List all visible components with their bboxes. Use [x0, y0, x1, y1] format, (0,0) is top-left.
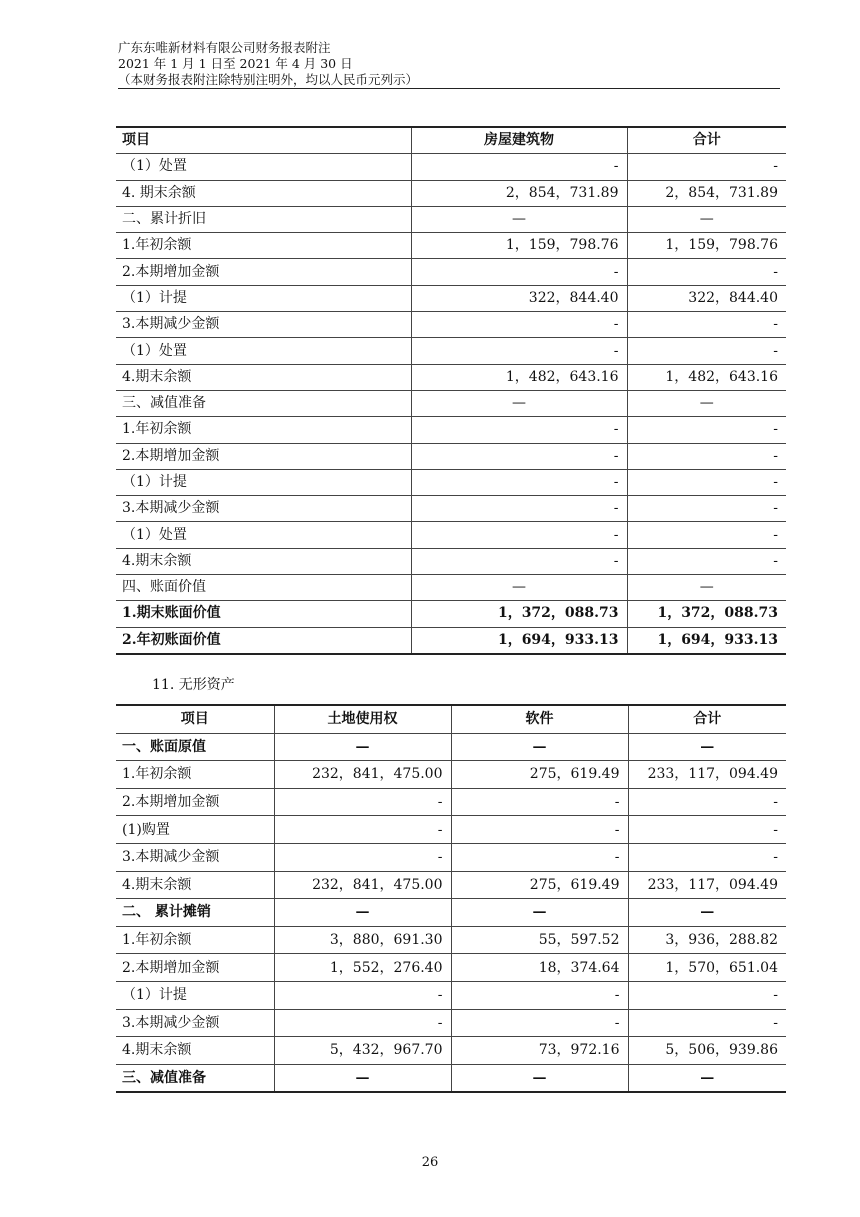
table-row: [116, 788, 786, 816]
table-row: [116, 816, 786, 844]
table-row: [116, 443, 786, 469]
buildings-value: -: [411, 548, 627, 574]
table-row: [116, 259, 786, 285]
buildings-value: -: [411, 522, 627, 548]
buildings-value: -: [411, 496, 627, 522]
software-value: 275，619.49: [451, 871, 628, 899]
buildings-value: 1，372，088.73: [411, 601, 627, 627]
total-value: 1，694，933.13: [627, 627, 786, 654]
land-use-rights-value: —: [274, 733, 451, 761]
table-row: [116, 312, 786, 338]
total-value: 233，117，094.49: [628, 871, 786, 899]
buildings-value: -: [411, 154, 627, 180]
row-label: 三、减值准备: [116, 390, 411, 416]
row-label: 2.本期增加金额: [116, 443, 411, 469]
table-row: [116, 522, 786, 548]
row-label: （1）计提: [116, 469, 411, 495]
table-row: [116, 761, 786, 789]
table-row: [116, 417, 786, 443]
total-value: -: [627, 522, 786, 548]
land-use-rights-value: -: [274, 843, 451, 871]
table-row: [116, 154, 786, 180]
company-title: 广东东唯新材料有限公司财务报表附注: [118, 40, 331, 55]
currency-note: （本财务报表附注除特别注明外，均以人民币元列示）: [118, 72, 780, 89]
table-row: [116, 1037, 786, 1065]
header-buildings: 房屋建筑物: [411, 127, 627, 154]
software-value: -: [451, 981, 628, 1009]
row-label: 2.本期增加金额: [116, 788, 274, 816]
software-value: -: [451, 1009, 628, 1037]
buildings-value: -: [411, 312, 627, 338]
row-label: （1）处置: [116, 338, 411, 364]
total-value: -: [628, 981, 786, 1009]
header-land-use-rights: 土地使用权: [274, 705, 451, 733]
total-value: -: [627, 259, 786, 285]
header-software: 软件: [451, 705, 628, 733]
software-value: —: [451, 899, 628, 927]
table-row: [116, 871, 786, 899]
total-value: —: [627, 390, 786, 416]
total-value: -: [628, 788, 786, 816]
land-use-rights-value: 5，432，967.70: [274, 1037, 451, 1065]
table-row: [116, 338, 786, 364]
buildings-value: -: [411, 259, 627, 285]
total-value: 5，506，939.86: [628, 1037, 786, 1065]
table-row: [116, 496, 786, 522]
total-value: -: [627, 443, 786, 469]
row-label: （1）计提: [116, 981, 274, 1009]
row-label: 4.期末余额: [116, 1037, 274, 1065]
buildings-value: —: [411, 390, 627, 416]
row-label: 3.本期减少金额: [116, 843, 274, 871]
total-value: -: [628, 1009, 786, 1037]
total-value: -: [627, 312, 786, 338]
row-label: 1.期末账面价值: [116, 601, 411, 627]
total-value: 1，159，798.76: [627, 233, 786, 259]
total-value: 322，844.40: [627, 285, 786, 311]
buildings-value: -: [411, 469, 627, 495]
row-label: 4. 期末余额: [116, 180, 411, 206]
buildings-value: 322，844.40: [411, 285, 627, 311]
total-value: —: [628, 1064, 786, 1092]
software-value: 73，972.16: [451, 1037, 628, 1065]
table-row: [116, 1064, 786, 1092]
buildings-value: 1，694，933.13: [411, 627, 627, 654]
land-use-rights-value: -: [274, 788, 451, 816]
buildings-value: —: [411, 206, 627, 232]
table-row: [116, 575, 786, 601]
land-use-rights-value: —: [274, 1064, 451, 1092]
row-label: 1.年初余额: [116, 926, 274, 954]
software-value: -: [451, 843, 628, 871]
table-row: [116, 926, 786, 954]
period-line: 2021 年 1 月 1 日至 2021 年 4 月 30 日: [118, 55, 353, 71]
row-label: 4.期末余额: [116, 548, 411, 574]
software-value: —: [451, 1064, 628, 1092]
row-label: 三、减值准备: [116, 1064, 274, 1092]
total-value: -: [628, 816, 786, 844]
row-label: 二、 累计摊销: [116, 899, 274, 927]
row-label: 3.本期减少金额: [116, 312, 411, 338]
buildings-value: 1，159，798.76: [411, 233, 627, 259]
row-label: （1）处置: [116, 154, 411, 180]
intangible-assets-table: [116, 704, 786, 1093]
land-use-rights-value: -: [274, 981, 451, 1009]
software-value: -: [451, 816, 628, 844]
total-value: —: [627, 206, 786, 232]
row-label: （1）处置: [116, 522, 411, 548]
table-row: [116, 206, 786, 232]
land-use-rights-value: 232，841，475.00: [274, 761, 451, 789]
table-row: [116, 981, 786, 1009]
row-label: 1.年初余额: [116, 761, 274, 789]
buildings-value: —: [411, 575, 627, 601]
table-row: [116, 843, 786, 871]
total-value: —: [627, 575, 786, 601]
total-value: 1，372，088.73: [627, 601, 786, 627]
software-value: 275，619.49: [451, 761, 628, 789]
table-header-row: [116, 127, 786, 154]
section-title: 11. 无形资产: [152, 677, 235, 693]
land-use-rights-value: 232，841，475.00: [274, 871, 451, 899]
row-label: 一、账面原值: [116, 733, 274, 761]
table-row: [116, 899, 786, 927]
table-header-row: [116, 705, 786, 733]
table-row: [116, 733, 786, 761]
table-row: [116, 180, 786, 206]
total-value: -: [627, 417, 786, 443]
table-row: [116, 601, 786, 627]
header-total: 合计: [628, 705, 786, 733]
row-label: 3.本期减少金额: [116, 1009, 274, 1037]
header-item: 项目: [116, 127, 411, 154]
row-label: 1.年初余额: [116, 233, 411, 259]
buildings-value: 2，854，731.89: [411, 180, 627, 206]
total-value: -: [627, 496, 786, 522]
software-value: 55，597.52: [451, 926, 628, 954]
row-label: 4.期末余额: [116, 364, 411, 390]
page-number: 26: [421, 1155, 439, 1170]
total-value: -: [627, 154, 786, 180]
land-use-rights-value: 3，880，691.30: [274, 926, 451, 954]
total-value: 233，117，094.49: [628, 761, 786, 789]
row-label: 2.年初账面价值: [116, 627, 411, 654]
row-label: 1.年初余额: [116, 417, 411, 443]
buildings-value: -: [411, 443, 627, 469]
total-value: -: [627, 469, 786, 495]
table-row: [116, 285, 786, 311]
header-total: 合计: [627, 127, 786, 154]
buildings-value: 1，482，643.16: [411, 364, 627, 390]
row-label: 3.本期减少金额: [116, 496, 411, 522]
header-item: 项目: [116, 705, 274, 733]
buildings-value: -: [411, 338, 627, 364]
land-use-rights-value: -: [274, 1009, 451, 1037]
row-label: 二、累计折旧: [116, 206, 411, 232]
table-row: [116, 627, 786, 654]
software-value: —: [451, 733, 628, 761]
land-use-rights-value: -: [274, 816, 451, 844]
land-use-rights-value: 1，552，276.40: [274, 954, 451, 982]
total-value: -: [627, 548, 786, 574]
table-row: [116, 954, 786, 982]
total-value: 1，570，651.04: [628, 954, 786, 982]
total-value: 1，482，643.16: [627, 364, 786, 390]
total-value: -: [628, 843, 786, 871]
row-label: 2.本期增加金额: [116, 259, 411, 285]
table-row: [116, 364, 786, 390]
table-row: [116, 469, 786, 495]
total-value: -: [627, 338, 786, 364]
row-label: 4.期末余额: [116, 871, 274, 899]
table-row: [116, 548, 786, 574]
row-label: 四、账面价值: [116, 575, 411, 601]
total-value: 3，936，288.82: [628, 926, 786, 954]
report-header: [118, 40, 780, 89]
total-value: 2，854，731.89: [627, 180, 786, 206]
fixed-assets-table: [116, 126, 786, 655]
table-row: [116, 390, 786, 416]
table-row: [116, 233, 786, 259]
row-label: （1）计提: [116, 285, 411, 311]
row-label: 2.本期增加金额: [116, 954, 274, 982]
buildings-value: -: [411, 417, 627, 443]
total-value: —: [628, 899, 786, 927]
row-label: (1)购置: [116, 816, 274, 844]
software-value: -: [451, 788, 628, 816]
software-value: 18，374.64: [451, 954, 628, 982]
table-row: [116, 1009, 786, 1037]
land-use-rights-value: —: [274, 899, 451, 927]
total-value: —: [628, 733, 786, 761]
